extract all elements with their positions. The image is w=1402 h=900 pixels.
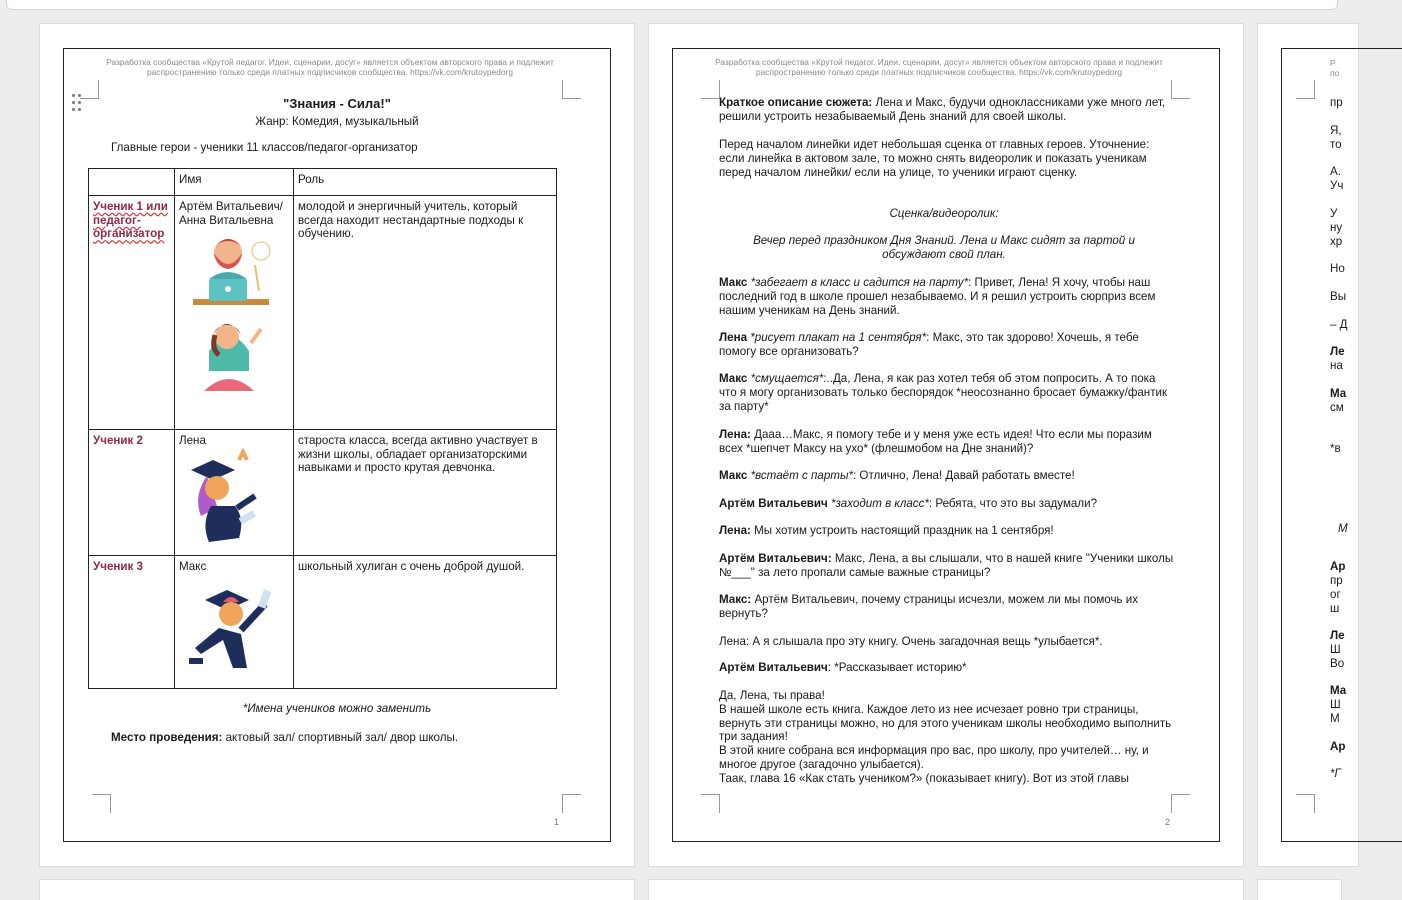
dialogue-line (719, 661, 1175, 675)
intro-paragraph: Перед началом линейки идет небольшая сценка от главных героев. Уточнение: если линейка в актовом зале, то можно снять видеоролик и показать ученикам перед началом линейки/ если на улице, то ученики играют сценку. (719, 138, 1150, 179)
line-text: :..Да, Лена, я как раз хотел тебя об этом попросить. А то пока что я могу организовать только беспорядок *неосознанно бросает бумажку/фантик за парту* (719, 372, 1168, 413)
text-fragment: Ш (1330, 643, 1341, 656)
story-paragraph: Да, Лена, ты права! В нашей школе есть книга. Каждое лето из нее исчезает ровно три страницы, вернуть эти страницы можно, но для этого ученикам школы необходимо выполнить три задания! В этой книге собрана вся информация про вас, про школу, про учителей… ну, и многое другое (загадочно улыбается). Таак, глава 16 «Как стать учеником?» (показывает книгу). Вот из этой главы (719, 689, 1172, 785)
speaker: Артём Витальевич: (719, 552, 832, 565)
line-text: : Привет, Лена! Я хочу, чтобы наш последний год в школе прошел незабываемо. И я решил устроить сюрприз всем нашим ученикам на День знаний. (719, 276, 1156, 317)
name-cell (175, 430, 294, 556)
stage-direction: *встаёт с парты* (747, 469, 853, 482)
line-text: : Отлично, Лена! Давай работать вместе! (852, 469, 1075, 482)
boy-graduate-illustration (179, 578, 279, 678)
table-row (89, 196, 557, 430)
stage-direction: *смущается* (747, 372, 824, 385)
text-fragment: пр (1330, 574, 1343, 587)
document-page-3[interactable] (1258, 24, 1358, 866)
speaker: Макс (719, 276, 748, 289)
table-header-cell: Имя (175, 169, 294, 196)
text-fragment: У (1330, 207, 1338, 220)
genre: Жанр: Комедия, музыкальный (255, 115, 419, 128)
teacher-illustration (179, 231, 279, 401)
margin-corner (701, 794, 720, 813)
document-title: "Знания - Сила!" (283, 96, 391, 111)
text-fragment: М (1338, 522, 1348, 535)
name-cell (175, 556, 294, 689)
speaker: Лена: (719, 524, 751, 537)
table-header-row (89, 169, 557, 196)
dialogue-line (719, 331, 1175, 359)
margin-corner (1171, 80, 1190, 99)
text-fragment: Я, (1330, 124, 1342, 137)
character-name: Макс (179, 560, 207, 573)
names-note: *Имена учеников можно заменить (242, 702, 432, 715)
dialogue-line (719, 372, 1175, 413)
dialogue-line (719, 276, 1175, 317)
speaker: Артём Витальевич (719, 497, 828, 510)
dialogue-line (719, 552, 1175, 580)
role-cell: староста класса, всегда активно участвует в жизни школы, обладает организаторскими навыками и просто крутая девчонка. (294, 430, 557, 556)
text-fragment: Уч (1330, 179, 1344, 192)
text-fragment: *в (1330, 442, 1341, 455)
girl-graduate-illustration (179, 452, 269, 548)
text-fragment: Ар (1330, 560, 1346, 573)
speaker: Макс (719, 372, 748, 385)
text-fragment: см (1330, 401, 1344, 414)
copyright-fragment: Р (1330, 58, 1336, 68)
stage-direction: *рисует плакат на 1 сентября* (747, 331, 927, 344)
line-text: : *Рассказывает историю* (827, 661, 967, 674)
stage-direction: *забегает в класс и садится на парту* (747, 276, 969, 289)
venue (111, 731, 458, 745)
stage-direction: *заходит в класс* (827, 497, 929, 510)
document-page-1[interactable] (40, 24, 634, 866)
text-fragment: ог (1330, 588, 1341, 601)
next-page-top (1258, 880, 1341, 900)
dialogue-line (719, 524, 1175, 538)
venue-label: Место проведения: (111, 731, 223, 744)
line-text: Лена: А я слышала про эту книгу. Очень загадочная вещь *улыбается*. (719, 635, 1103, 648)
text-fragment: Ма (1330, 684, 1347, 697)
role-cell: молодой и энергичный учитель, который всегда находит нестандартные подходы к обучению. (294, 196, 557, 430)
text-fragment: пр (1330, 96, 1343, 109)
text-fragment: на (1330, 359, 1343, 372)
text-fragment: то (1330, 138, 1342, 151)
table-row (89, 556, 557, 689)
speaker: Макс: (719, 593, 752, 606)
text-fragment: Ар (1330, 740, 1346, 753)
margin-corner (1171, 794, 1190, 813)
line-text: Артём Витальевич, почему страницы исчезли, можем ли мы помочь их вернуть? (719, 593, 1139, 620)
copyright-header: Разработка сообщества «Крутой педагог. Идеи, сценарии, досуг» является объектом авторского права и подлежит распространению только среди платных подписчиков сообщества. https://vk.com/krutoypedorg (106, 57, 554, 77)
text-fragment: ш (1330, 602, 1340, 615)
text-fragment: ну (1330, 221, 1343, 234)
role-label-text: Ученик 1 или педагог-организатор (93, 200, 168, 241)
speaker: Лена (719, 331, 748, 344)
copyright-header: Разработка сообщества «Крутой педагог. Идеи, сценарии, досуг» является объектом авторского права и подлежит распространению только среди платных подписчиков сообщества. https://vk.com/krutoypedorg (715, 57, 1163, 77)
text-fragment: А. (1330, 165, 1341, 178)
document-page-2[interactable] (649, 24, 1243, 866)
character-name: Лена (179, 434, 206, 447)
name-cell (175, 196, 294, 430)
scene-description: Вечер перед праздником Дня Знаний. Лена и Макс сидят за партой и обсуждают свой план. (753, 234, 1135, 261)
margin-corner (562, 794, 581, 813)
table-row (89, 430, 557, 556)
next-page-top (649, 880, 1243, 900)
line-text: Макс, Лена, а вы слышали, что в нашей книге "Ученики школы №___" за лето пропали самые важные страницы? (719, 552, 1174, 579)
text-fragment: Во (1330, 657, 1345, 670)
text-fragment: Ма (1330, 387, 1347, 400)
summary-text: Лена и Макс, будучи одноклассниками уже много лет, решили устроить незабываемый День знаний для своей школы. (719, 96, 1166, 123)
role-label (89, 196, 175, 430)
text-fragment: *Г (1330, 767, 1341, 780)
page-number: 2 (1165, 817, 1171, 827)
margin-corner (92, 794, 111, 813)
line-text: : Ребята, что это вы задумали? (928, 497, 1098, 510)
text-fragment: хр (1330, 235, 1343, 248)
roles-table (88, 168, 557, 689)
copyright-fragment: по (1330, 68, 1340, 78)
text-fragment: Вы (1330, 290, 1347, 303)
line-text: Дааа…Макс, я помогу тебе и у меня уже есть идея! Что если мы поразим всех *шепчет Максу на ухо* (флешмобом на Дне знаний)? (719, 428, 1152, 455)
table-header-cell (89, 169, 175, 196)
scene-title: Сценка/видеоролик: (889, 207, 999, 220)
role-label: Ученик 3 (89, 556, 175, 689)
plot-summary (719, 96, 1169, 124)
line-text: Мы хотим устроить настоящий праздник на 1 сентября! (750, 524, 1054, 537)
main-heroes: Главные герои - ученики 11 классов/педагог-организатор (111, 141, 418, 154)
table-header-cell: Роль (294, 169, 557, 196)
text-fragment: Но (1330, 262, 1345, 275)
text-fragment: Ле (1330, 629, 1345, 642)
text-fragment: Ле (1330, 345, 1345, 358)
next-page-top (40, 880, 634, 900)
toolbar-strip (0, 0, 1341, 10)
text-fragment: М (1330, 712, 1340, 725)
role-cell: школьный хулиган с очень доброй душой. (294, 556, 557, 689)
dialogue-line (719, 497, 1175, 511)
speaker: Лена: (719, 428, 751, 441)
margin-corner (701, 80, 720, 99)
text-fragment: – Д (1330, 318, 1348, 331)
role-label: Ученик 2 (89, 430, 175, 556)
dialogue-line (719, 469, 1175, 483)
dialogue-line (719, 593, 1175, 621)
page-border (1281, 48, 1402, 842)
speaker: Артём Витальевич (719, 661, 828, 674)
line-text: : Макс, это так здорово! Хочешь, я тебе помогу все организовать? (719, 331, 1139, 358)
speaker: Макс (719, 469, 748, 482)
toolbar (6, 0, 1338, 10)
summary-label: Краткое описание сюжета: (719, 96, 873, 109)
margin-corner (1296, 80, 1315, 99)
venue-value: актовый зал/ спортивный зал/ двор школы. (222, 731, 459, 744)
text-fragment: Ш (1330, 698, 1341, 711)
margin-corner (1296, 794, 1315, 813)
page-number: 1 (554, 817, 560, 827)
character-name: Артём Витальевич/ Анна Витальевна (179, 200, 283, 227)
dialogue-line (719, 428, 1175, 456)
dialogue-line (719, 635, 1175, 649)
